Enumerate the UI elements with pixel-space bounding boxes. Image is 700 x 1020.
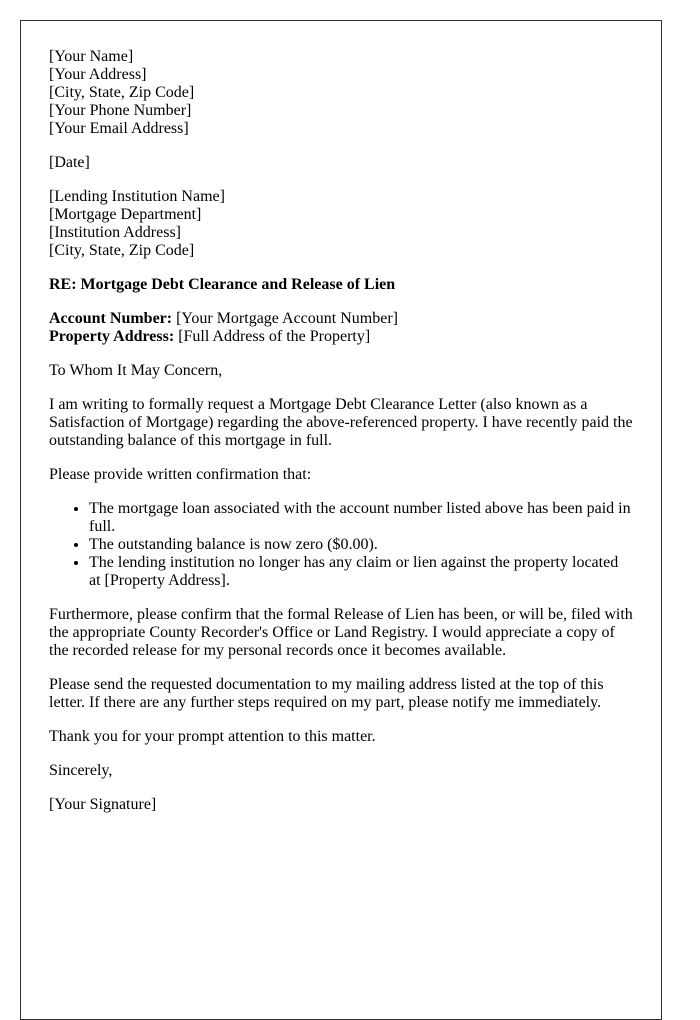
sender-email: [Your Email Address]	[49, 120, 189, 137]
property-address-value: [Full Address of the Property]	[174, 328, 371, 345]
property-address-label: Property Address:	[49, 328, 175, 345]
confirmation-lead: Please provide written confirmation that:	[49, 466, 312, 483]
closing: Sincerely,	[49, 762, 113, 779]
confirmation-item: • The lending institution no longer has any claim or lien against the property located at [Property Address].	[89, 554, 633, 590]
sender-address-block	[49, 48, 633, 138]
release-paragraph: Furthermore, please confirm that the formal Release of Lien has been, or will be, filed with the appropriate County Recorder's Office or Land Registry. I would appreciate a copy of the recorded release for my personal records once it becomes available.	[49, 606, 633, 659]
account-number-line	[49, 310, 633, 328]
property-address-line	[49, 328, 633, 346]
mailing-paragraph: Please send the requested documentation to my mailing address listed at the top of this letter. If there are any further steps required on my part, please notify me immediately.	[49, 676, 604, 711]
recipient-address-block	[49, 188, 633, 260]
recipient-city-state-zip: [City, State, Zip Code]	[49, 242, 195, 259]
sender-city-state-zip: [City, State, Zip Code]	[49, 84, 195, 101]
confirmation-item: • The mortgage loan associated with the account number listed above has been paid in full.	[89, 500, 633, 536]
sender-phone: [Your Phone Number]	[49, 102, 192, 119]
intro-paragraph: I am writing to formally request a Mortgage Debt Clearance Letter (also known as a Satisfaction of Mortgage) regarding the above-referenced property. I have recently paid the outstanding balance of this mortgage in full.	[49, 396, 633, 449]
document-viewport[interactable]	[20, 20, 662, 813]
recipient-institution-name: [Lending Institution Name]	[49, 188, 225, 205]
recipient-address: [Institution Address]	[49, 224, 181, 241]
letter-date: [Date]	[49, 154, 90, 171]
account-number-label: Account Number:	[49, 310, 173, 327]
thanks-paragraph: Thank you for your prompt attention to this matter.	[49, 728, 376, 745]
account-number-value: [Your Mortgage Account Number]	[172, 310, 398, 327]
confirmation-item: • The outstanding balance is now zero ($0.00).	[89, 536, 633, 554]
reference-block	[49, 310, 633, 346]
sender-name: [Your Name]	[49, 48, 134, 65]
sender-address: [Your Address]	[49, 66, 147, 83]
confirmation-list	[49, 500, 633, 590]
subject-line: RE: Mortgage Debt Clearance and Release of Lien	[49, 276, 396, 293]
recipient-department: [Mortgage Department]	[49, 206, 202, 223]
salutation: To Whom It May Concern,	[49, 362, 223, 379]
letter-page	[20, 20, 662, 1020]
signature: [Your Signature]	[49, 796, 157, 813]
